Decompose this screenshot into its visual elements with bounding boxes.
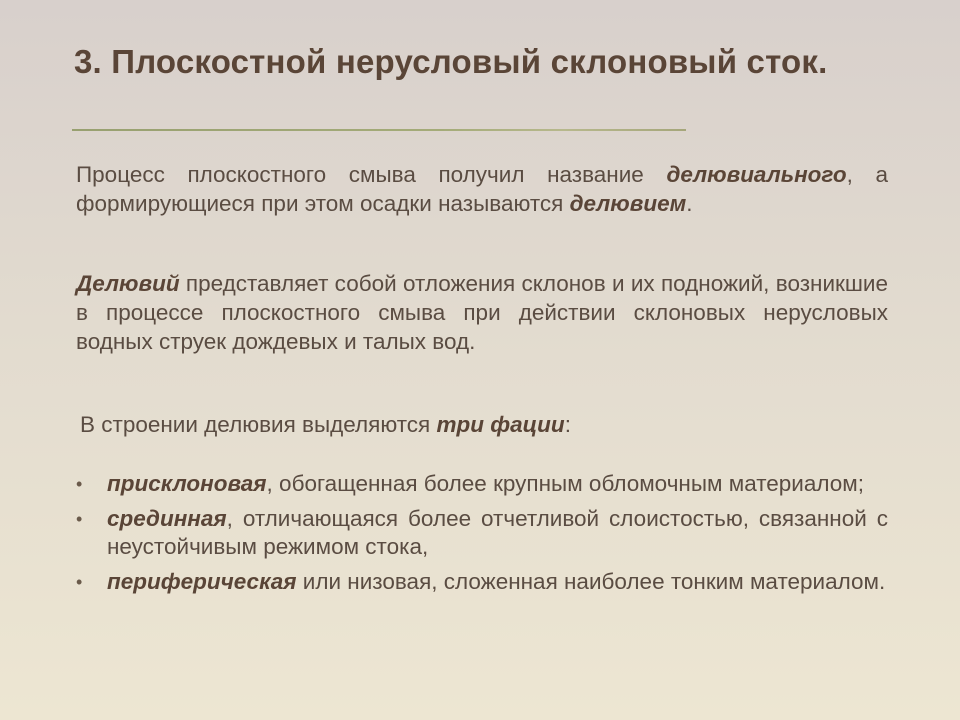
bullet-icon: •: [76, 509, 83, 529]
facies-term: срединная: [107, 506, 227, 531]
p1-term-deluvium: делювием: [569, 191, 687, 216]
paragraph-deluvium-definition: [76, 269, 888, 356]
title-divider: [72, 129, 686, 131]
p1-text-1: Процесс плоскостного смыва получил название: [76, 162, 667, 187]
p1-text-3: .: [686, 191, 693, 216]
list-item: [76, 505, 888, 561]
list-item: [76, 568, 888, 596]
facies-list: [76, 470, 888, 603]
p3-term-three-facies: три фации: [436, 412, 565, 437]
bullet-icon: •: [76, 474, 83, 494]
p2-text-1: представляет собой отложения склонов и их подножий, возникшие в процессе плоскостного смыва при действии склоновых нерусловых водных струек дождевых и талых вод.: [76, 271, 888, 354]
facies-description: , отличающаяся более отчетливой слоистостью, связанной с неустойчивым режимом стока,: [107, 506, 888, 559]
p3-text-2: :: [564, 412, 571, 437]
p2-term-deluvium: Делювий: [76, 271, 180, 296]
paragraph-facies-intro: [80, 410, 892, 439]
p1-text-2: , а формирующиеся при этом осадки называются: [76, 162, 888, 216]
slide-title: 3. Плоскостной нерусловый склоновый сток.: [74, 43, 828, 80]
facies-term: присклоновая: [107, 471, 267, 496]
p1-term-deluvial: делювиального: [666, 162, 847, 187]
list-item: [76, 470, 888, 498]
facies-description: , обогащенная более крупным обломочным материалом;: [266, 471, 865, 496]
facies-description: или низовая, сложенная наиболее тонким материалом.: [296, 569, 886, 594]
facies-term: периферическая: [107, 569, 297, 594]
paragraph-deluvial-process: [76, 160, 888, 218]
p3-text-1: В строении делювия выделяются: [80, 412, 437, 437]
bullet-icon: •: [76, 572, 83, 592]
